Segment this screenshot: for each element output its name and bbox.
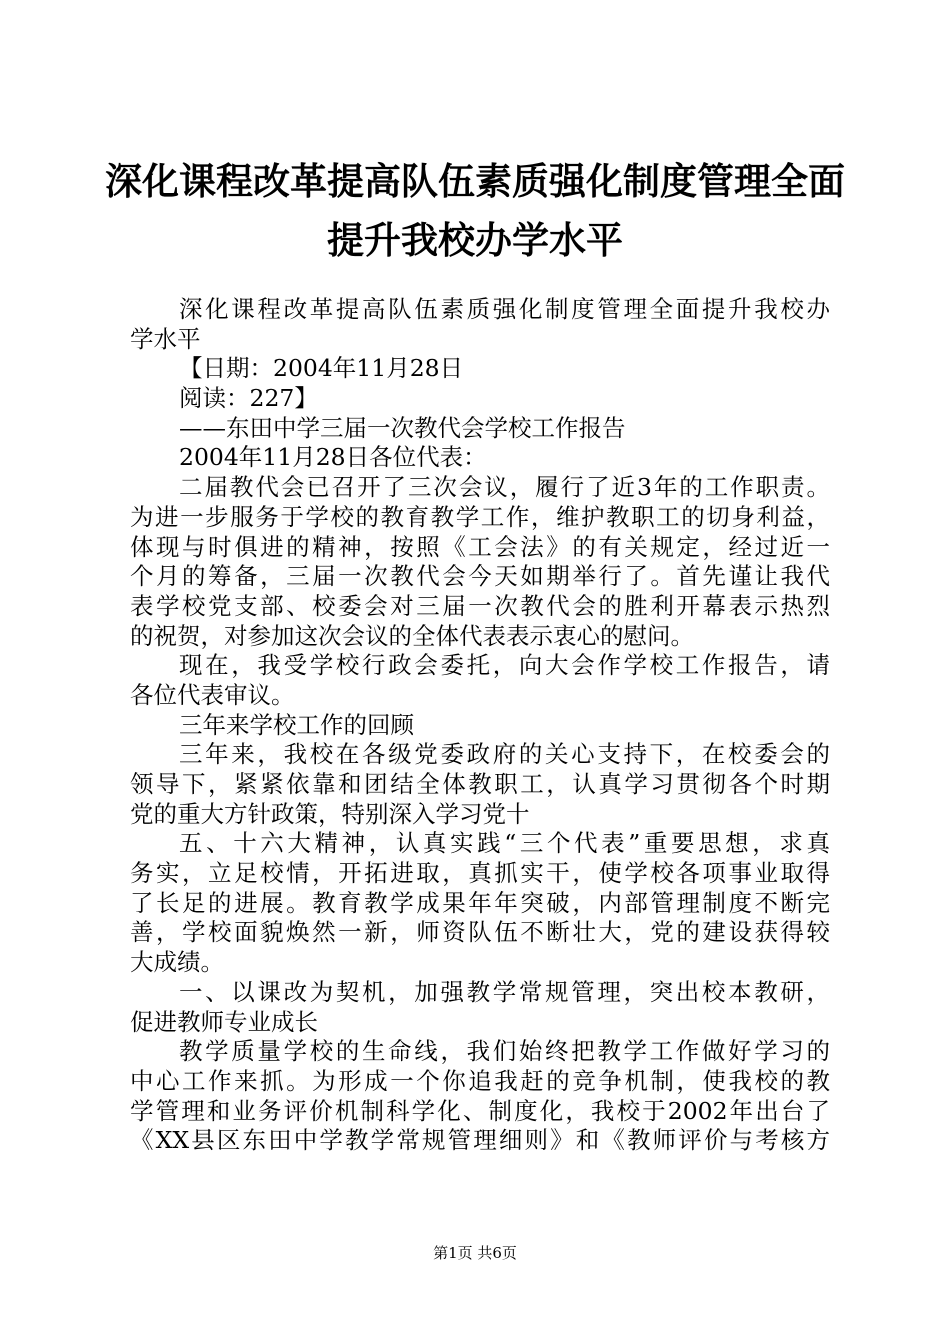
body-line: 二届教代会已召开了三次会议，履行了近3年的工作职责。	[179, 473, 830, 502]
body-line: 善，学校面貌焕然一新，师资队伍不断壮大，党的建设获得较	[130, 918, 830, 947]
body-line: 表学校党支部、校委会对三届一次教代会的胜利开幕表示热烈	[130, 591, 830, 620]
body-line: 的祝贺，对参加这次会议的全体代表表示衷心的慰问。	[130, 621, 694, 650]
body-line: 学管理和业务评价机制科学化、制度化，我校于2002年出台了	[130, 1096, 830, 1125]
body-line: 现在，我受学校行政会委托，向大会作学校工作报告，请	[179, 651, 830, 680]
body-line: 领导下，紧紧依靠和团结全体教职工，认真学习贯彻各个时期	[130, 770, 830, 798]
document-title-line-1: 深化课程改革提高队伍素质强化制度管理全面	[105, 159, 845, 203]
body-line: 2004年11月28日各位代表：	[179, 443, 487, 472]
body-line: 阅读：227】	[179, 384, 318, 413]
body-line: 大成绩。	[130, 948, 224, 977]
body-line: 了长足的进展。教育教学成果年年突破，内部管理制度不断完	[130, 888, 830, 917]
body-line: 《XX县区东田中学教学常规管理细则》和《教师评价与考核方	[130, 1126, 830, 1155]
body-line: ——东田中学三届一次教代会学校工作报告	[179, 413, 626, 442]
body-line: 体现与时俱进的精神，按照《工会法》的有关规定，经过近一	[130, 532, 830, 561]
body-line: 中心工作来抓。为形成一个你追我赶的竞争机制，使我校的教	[130, 1066, 830, 1095]
page-footer: 第1页 共6页	[433, 1244, 517, 1262]
body-line: 五、十六大精神，认真实践“三个代表”重要思想，求真	[179, 829, 830, 858]
body-line: 促进教师专业成长	[130, 1007, 318, 1036]
body-line: 各位代表审议。	[130, 680, 295, 709]
body-line: 学水平	[130, 324, 201, 353]
document-body	[130, 295, 830, 1156]
body-line: 三年来，我校在各级党委政府的关心支持下，在校委会的	[179, 740, 830, 769]
body-line: 【日期：2004年11月28日	[179, 354, 464, 383]
body-line: 教学质量学校的生命线，我们始终把教学工作做好学习的	[179, 1037, 830, 1066]
body-line: 党的重大方针政策，特别深入学习党十	[130, 799, 530, 828]
body-line: 一、以课改为契机，加强教学常规管理，突出校本教研，	[179, 977, 830, 1006]
body-line: 三年来学校工作的回顾	[179, 710, 414, 739]
document-title-line-2: 提升我校办学水平	[327, 218, 623, 262]
body-line: 为进一步服务于学校的教育教学工作，维护教职工的切身利益，	[130, 502, 830, 531]
body-line: 深化课程改革提高队伍素质强化制度管理全面提升我校办	[179, 295, 830, 323]
body-line: 务实，立足校情，开拓进取，真抓实干，使学校各项事业取得	[130, 859, 830, 888]
body-line: 个月的筹备，三届一次教代会今天如期举行了。首先谨让我代	[130, 562, 830, 591]
